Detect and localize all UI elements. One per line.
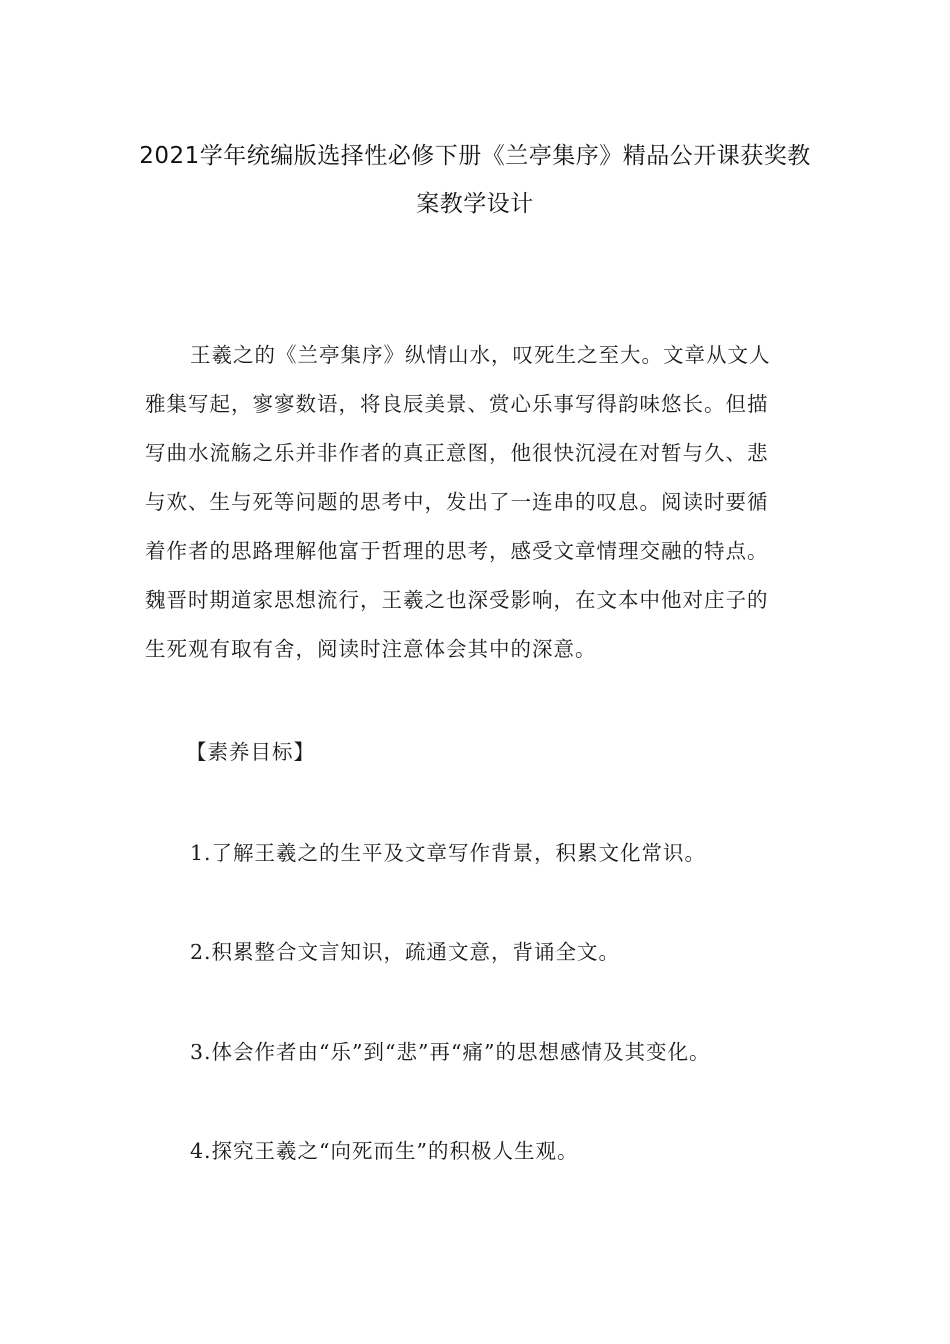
document-title-line-1: 2021学年统编版选择性必修下册《兰亭集序》精品公开课获奖教 [139,143,811,169]
objective-item: 1.了解王羲之的生平及文章写作背景，积累文化常识。 [190,841,707,865]
document-title-line-2: 案教学设计 [416,191,534,217]
intro-line: 与欢、生与死等问题的思考中，发出了一连串的叹息。阅读时要循 [145,490,769,514]
intro-line: 王羲之的《兰亭集序》纵情山水，叹死生之至大。文章从文人 [190,343,771,367]
intro-line: 雅集写起，寥寥数语，将良辰美景、赏心乐事写得韵味悠长。但描 [145,392,769,416]
intro-line: 魏晋时期道家思想流行，王羲之也深受影响，在文本中他对庄子的 [145,588,769,612]
intro-line: 生死观有取有舍，阅读时注意体会其中的深意。 [145,637,597,661]
intro-line: 着作者的思路理解他富于哲理的思考，感受文章情理交融的特点。 [145,539,769,563]
objective-item: 2.积累整合文言知识，疏通文意，背诵全文。 [190,940,621,964]
objective-item: 4.探究王羲之“向死而生”的积极人生观。 [190,1139,579,1163]
objective-item: 3.体会作者由“乐”到“悲”再“痛”的思想感情及其变化。 [190,1040,711,1064]
intro-line: 写曲水流觞之乐并非作者的真正意图，他很快沉浸在对暂与久、悲 [145,441,769,465]
section-heading: 【素养目标】 [186,740,315,764]
